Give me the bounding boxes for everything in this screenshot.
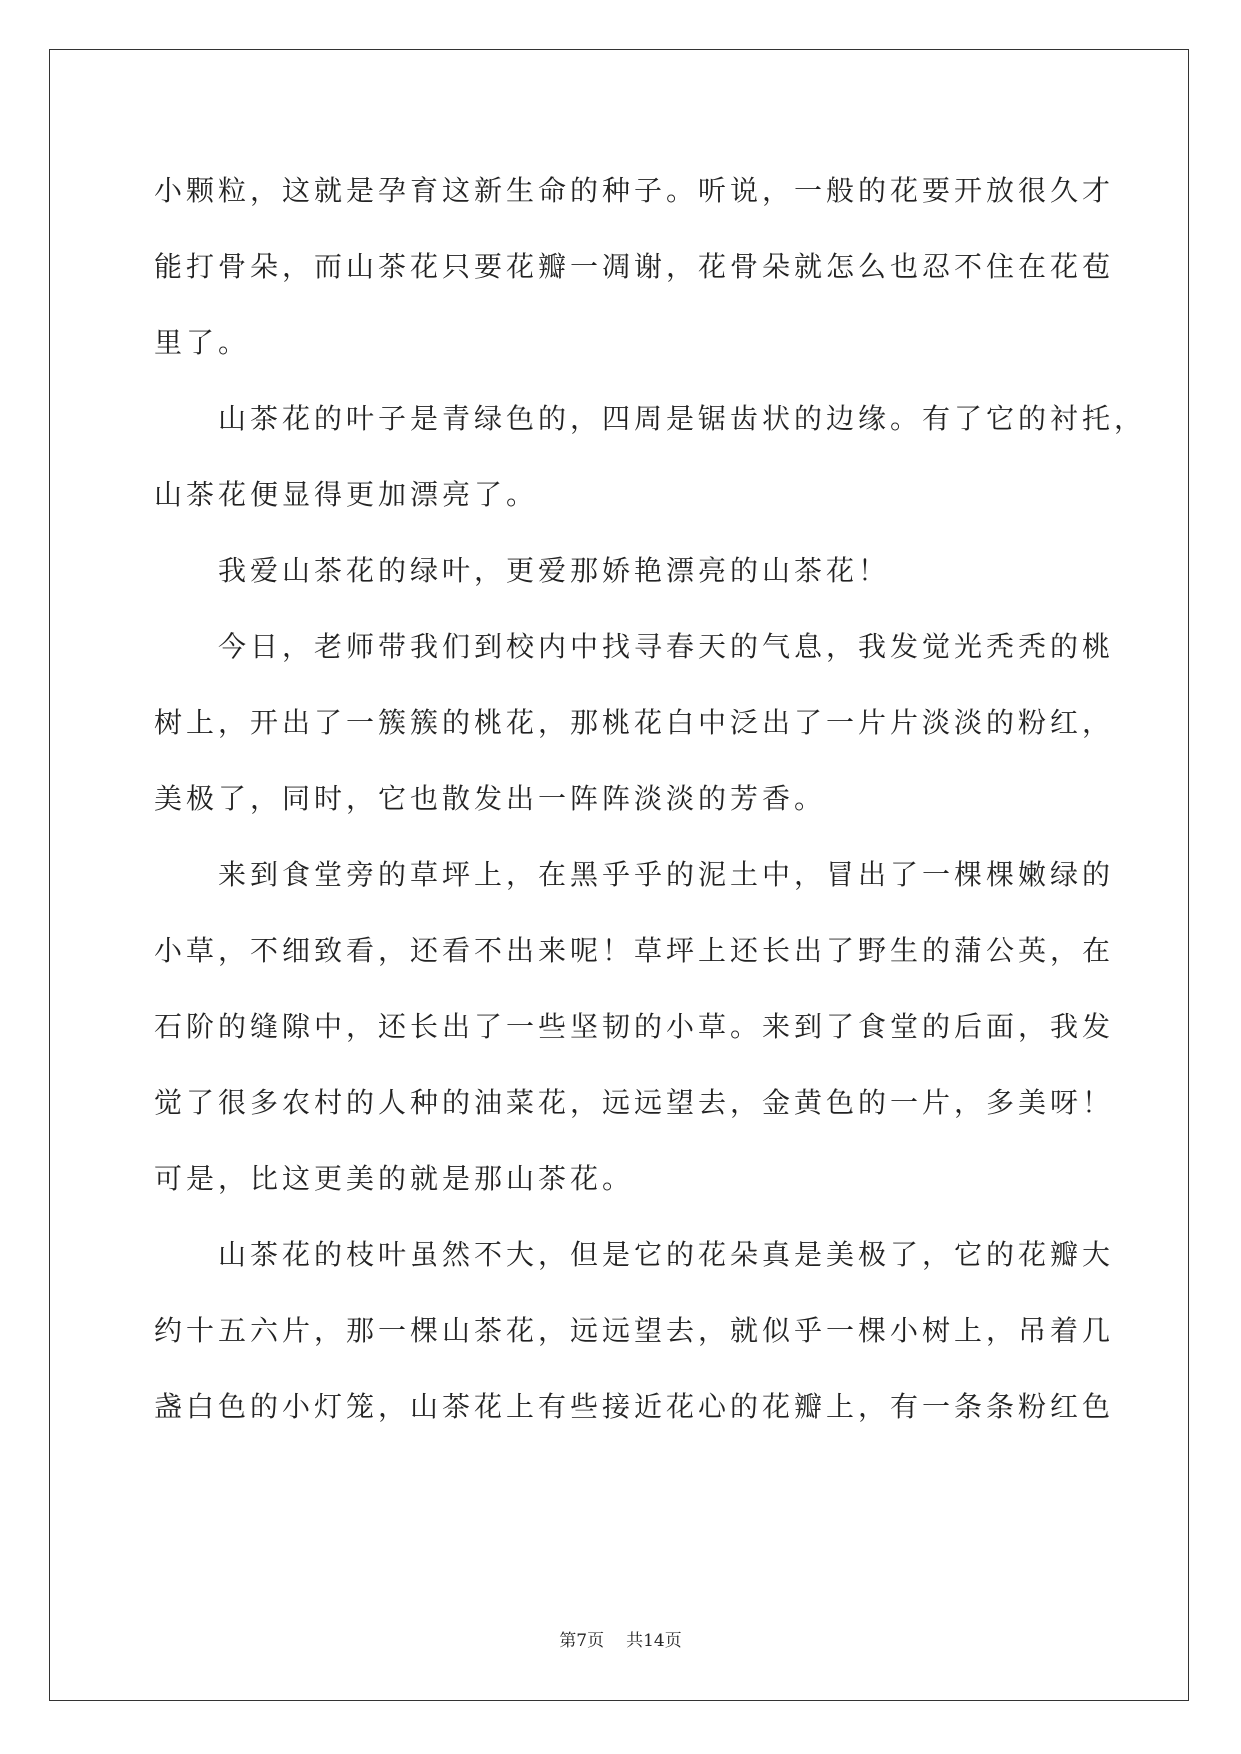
text-line: 小颗粒，这就是孕育这新生命的种子。听说，一般的花要开放很久才: [154, 174, 1115, 207]
paragraph-first-line: 我爱山茶花的绿叶，更爱那娇艳漂亮的山茶花！: [218, 554, 891, 587]
page-footer: [0, 1629, 1241, 1653]
paragraph-first-line: 来到食堂旁的草坪上，在黑乎乎的泥土中，冒出了一棵棵嫩绿的: [218, 858, 1115, 891]
text-line: 树上，开出了一簇簇的桃花，那桃花白中泛出了一片片淡淡的粉红，: [154, 706, 1115, 739]
paragraph-first-line: 山茶花的叶子是青绿色的，四周是锯齿状的边缘。有了它的衬托，: [218, 402, 1147, 435]
text-line: 石阶的缝隙中，还长出了一些坚韧的小草。来到了食堂的后面，我发: [154, 1010, 1115, 1043]
text-line: 盏白色的小灯笼，山茶花上有些接近花心的花瓣上，有一条条粉红色: [154, 1390, 1115, 1423]
text-line: 里了。: [154, 326, 251, 359]
text-line: 能打骨朵，而山茶花只要花瓣一凋谢，花骨朵就怎么也忍不住在花苞: [154, 250, 1115, 283]
paragraph-first-line: 今日，老师带我们到校内中找寻春天的气息，我发觉光秃秃的桃: [218, 630, 1115, 663]
text-line: 可是，比这更美的就是那山茶花。: [154, 1162, 635, 1195]
text-line: 约十五六片，那一棵山茶花，远远望去，就似乎一棵小树上，吊着几: [154, 1314, 1115, 1347]
text-line: 山茶花便显得更加漂亮了。: [154, 478, 539, 511]
text-line: 小草，不细致看，还看不出来呢！草坪上还长出了野生的蒲公英，在: [154, 934, 1115, 967]
paragraph-first-line: 山茶花的枝叶虽然不大，但是它的花朵真是美极了，它的花瓣大: [218, 1238, 1115, 1271]
text-line: 觉了很多农村的人种的油菜花，远远望去，金黄色的一片，多美呀！: [154, 1086, 1115, 1119]
text-line: 美极了，同时，它也散发出一阵阵淡淡的芳香。: [154, 782, 827, 815]
page-number: 第7页: [559, 1631, 605, 1651]
page-total: 共14页: [626, 1631, 682, 1651]
